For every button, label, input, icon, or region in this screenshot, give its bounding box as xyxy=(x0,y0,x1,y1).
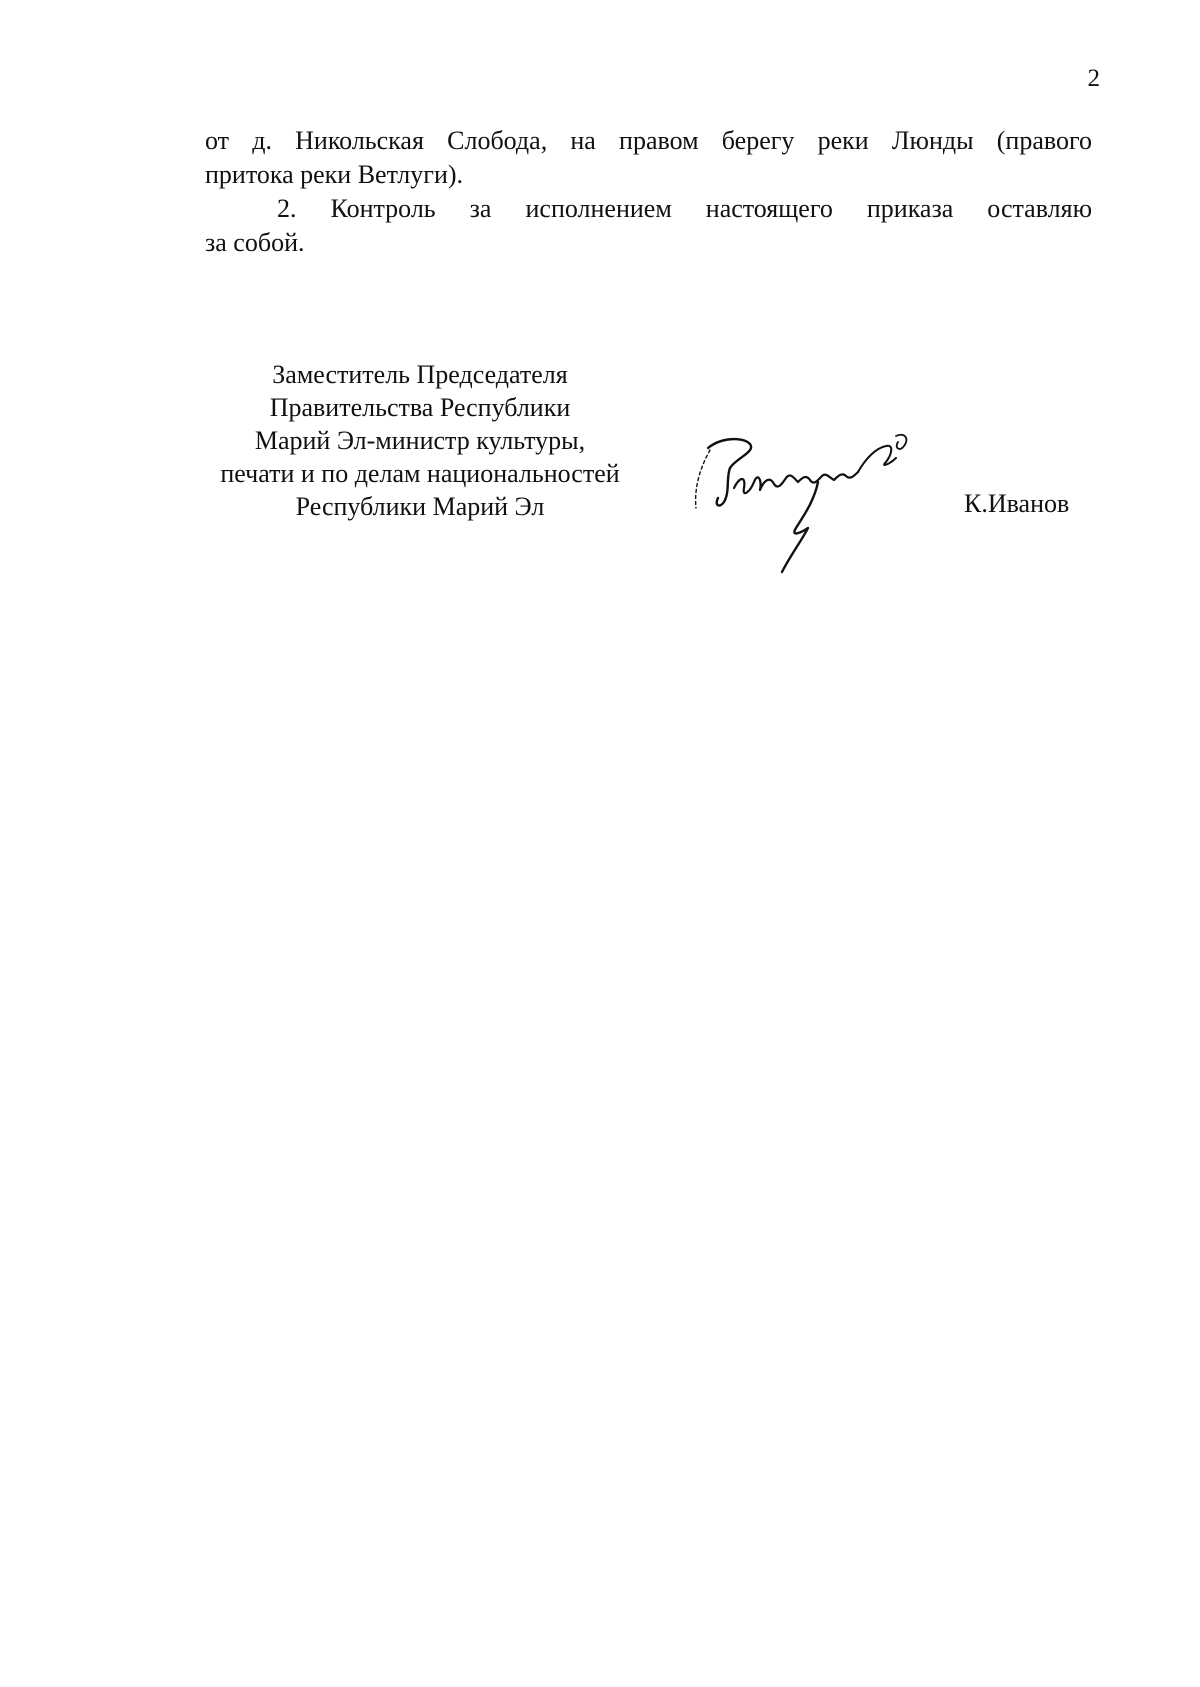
document-body xyxy=(205,124,1092,260)
paragraph-1-line-2: притока реки Ветлуги). xyxy=(205,160,464,189)
signatory-title-line: Республики Марий Эл xyxy=(295,492,545,521)
paragraph-2-line-2: за собой. xyxy=(205,228,305,257)
signatory-title-line: Марий Эл-министр культуры, xyxy=(254,426,586,455)
paragraph-1-line-1: от д. Никольская Слобода, на правом берегу реки Люнды (правого xyxy=(205,126,1092,155)
signatory-title-line: печати и по делам национальностей xyxy=(220,459,620,488)
signatory-title-line: Правительства Республики xyxy=(269,393,571,422)
signer-name: К.Иванов xyxy=(964,489,1070,518)
page-number: 2 xyxy=(1087,65,1100,92)
handwritten-signature-icon xyxy=(690,428,950,578)
signatory-title-line: Заместитель Председателя xyxy=(272,360,568,389)
signatory-title-block xyxy=(190,358,650,523)
paragraph-2-line-1: 2. Контроль за исполнением настоящего приказа оставляю xyxy=(277,194,1092,223)
